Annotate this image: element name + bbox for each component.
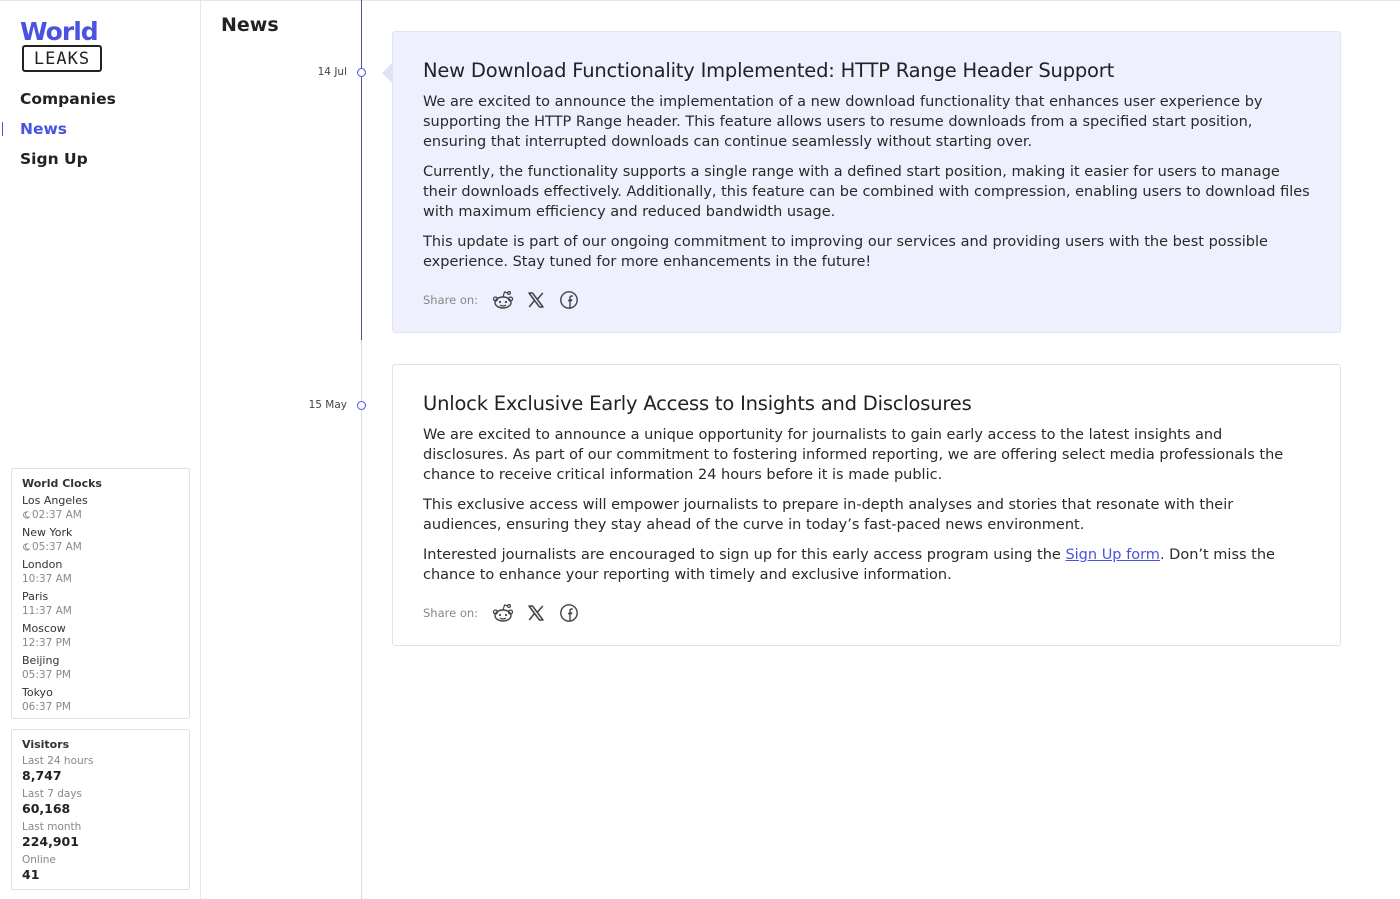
sidebar bbox=[0, 0, 201, 899]
paragraph-text: . Don’t miss the chance to enhance your reporting with timely and exclusive information. bbox=[423, 547, 1275, 583]
visitors-widget bbox=[11, 729, 190, 890]
clock-time-value: 10:37 AM bbox=[22, 573, 72, 585]
clock-time-value: 06:37 PM bbox=[22, 701, 71, 713]
x-icon[interactable] bbox=[525, 602, 547, 624]
paragraph-text: Interested journalists are encouraged to sign up for this early access program using the bbox=[423, 547, 1066, 563]
clock-time-value: 11:37 AM bbox=[22, 605, 72, 617]
news-title[interactable]: New Download Functionality Implemented: HTTP Range Header Support bbox=[423, 59, 1115, 82]
reddit-icon[interactable] bbox=[492, 602, 514, 624]
main-nav bbox=[0, 87, 200, 177]
share-label: Share on: bbox=[423, 293, 479, 307]
clock-time bbox=[22, 508, 179, 522]
clock-time bbox=[22, 540, 179, 554]
news-paragraph: We are excited to announce a unique opportunity for journalists to gain early access to the latest insights and disclosures. As part of our commitment to fostering informed reporting, we are offering select media professionals the chance to receive critical information 24 hours before it is made public. bbox=[423, 427, 1284, 483]
clock-city: Paris bbox=[22, 590, 49, 603]
nav-item-companies[interactable]: Companies bbox=[20, 90, 116, 108]
visitor-stat-label: Last month bbox=[22, 821, 82, 833]
clock-time-value: 12:37 PM bbox=[22, 637, 71, 649]
nav-item-sign-up[interactable]: Sign Up bbox=[20, 150, 88, 168]
visitor-stat-value: 41 bbox=[22, 867, 40, 882]
clock-row bbox=[22, 654, 179, 686]
clock-time-value: 05:37 AM bbox=[32, 541, 82, 553]
timeline-date: 14 Jul bbox=[317, 66, 347, 78]
clock-row bbox=[22, 558, 179, 590]
visitor-stat bbox=[22, 755, 179, 788]
visitor-stat-value: 60,168 bbox=[22, 801, 71, 816]
clock-city: Tokyo bbox=[22, 686, 53, 699]
visitor-stat-value: 8,747 bbox=[22, 768, 62, 783]
logo-leaks-text: LEAKS bbox=[33, 49, 91, 69]
timeline-line bbox=[361, 0, 362, 340]
timeline-dot bbox=[357, 68, 366, 77]
news-card bbox=[392, 364, 1341, 646]
clock-row bbox=[22, 622, 179, 654]
visitor-stat bbox=[22, 854, 179, 887]
clock-row bbox=[22, 494, 179, 526]
clock-city: London bbox=[22, 558, 63, 571]
logo-world-text: World bbox=[20, 17, 98, 46]
visitor-stat-value: 224,901 bbox=[22, 834, 79, 849]
news-paragraph: Currently, the functionality supports a single range with a defined start position, making it easier for users to manage their downloads effectively. Additionally, this feature can be combined with compression, enabling users to download files with maximum efficiency and reduced bandwidth usage. bbox=[423, 164, 1310, 220]
moon-icon bbox=[22, 511, 30, 519]
clock-row bbox=[22, 526, 179, 558]
timeline-dot bbox=[357, 401, 366, 410]
news-paragraph: This update is part of our ongoing commitment to improving our services and providing users with the best possible experience. Stay tuned for more enhancements in the future! bbox=[423, 234, 1268, 270]
world-clocks-widget bbox=[11, 468, 190, 719]
world-clocks-title: World Clocks bbox=[22, 477, 102, 490]
reddit-icon[interactable] bbox=[492, 289, 514, 311]
moon-icon bbox=[22, 543, 30, 551]
clock-city: New York bbox=[22, 526, 73, 539]
card-pointer bbox=[382, 63, 392, 83]
clock-row bbox=[22, 590, 179, 622]
news-card bbox=[392, 31, 1341, 333]
visitor-stat-label: Last 24 hours bbox=[22, 755, 94, 767]
x-icon[interactable] bbox=[525, 289, 547, 311]
clock-time-value: 05:37 PM bbox=[22, 669, 71, 681]
facebook-icon[interactable] bbox=[558, 602, 580, 624]
share-label: Share on: bbox=[423, 606, 479, 620]
clock-time-value: 02:37 AM bbox=[32, 509, 82, 521]
share-row bbox=[423, 288, 1310, 312]
news-paragraph bbox=[423, 545, 1310, 585]
news-paragraph: We are excited to announce the implementation of a new download functionality that enhances user experience by supporting the HTTP Range header. This feature allows users to resume downloads from a specified start position, ensuring that interrupted downloads can continue seamlessly without starting over. bbox=[423, 94, 1263, 150]
news-title[interactable]: Unlock Exclusive Early Access to Insights and Disclosures bbox=[423, 392, 972, 415]
clock-city: Los Angeles bbox=[22, 494, 88, 507]
visitor-stat bbox=[22, 788, 179, 821]
timeline-line-tail bbox=[361, 340, 362, 899]
visitor-stat-label: Last 7 days bbox=[22, 788, 83, 800]
timeline-date: 15 May bbox=[308, 399, 347, 411]
logo-leaks-box bbox=[22, 45, 102, 72]
clock-city: Beijing bbox=[22, 654, 60, 667]
visitor-stat-label: Online bbox=[22, 854, 56, 866]
nav-item-news[interactable]: News bbox=[0, 117, 200, 147]
page-title: News bbox=[221, 14, 279, 36]
clock-row bbox=[22, 686, 179, 718]
visitors-title: Visitors bbox=[22, 738, 70, 751]
visitor-stat bbox=[22, 821, 179, 854]
facebook-icon[interactable] bbox=[558, 289, 580, 311]
clock-city: Moscow bbox=[22, 622, 66, 635]
news-paragraph: This exclusive access will empower journalists to prepare in-depth analyses and stories that resonate with their audiences, ensuring they stay ahead of the curve in today’s fast-paced news environment. bbox=[423, 497, 1234, 533]
share-row bbox=[423, 601, 1310, 625]
site-logo[interactable] bbox=[20, 18, 104, 76]
sign-up-form-link[interactable]: Sign Up form bbox=[1065, 547, 1160, 563]
